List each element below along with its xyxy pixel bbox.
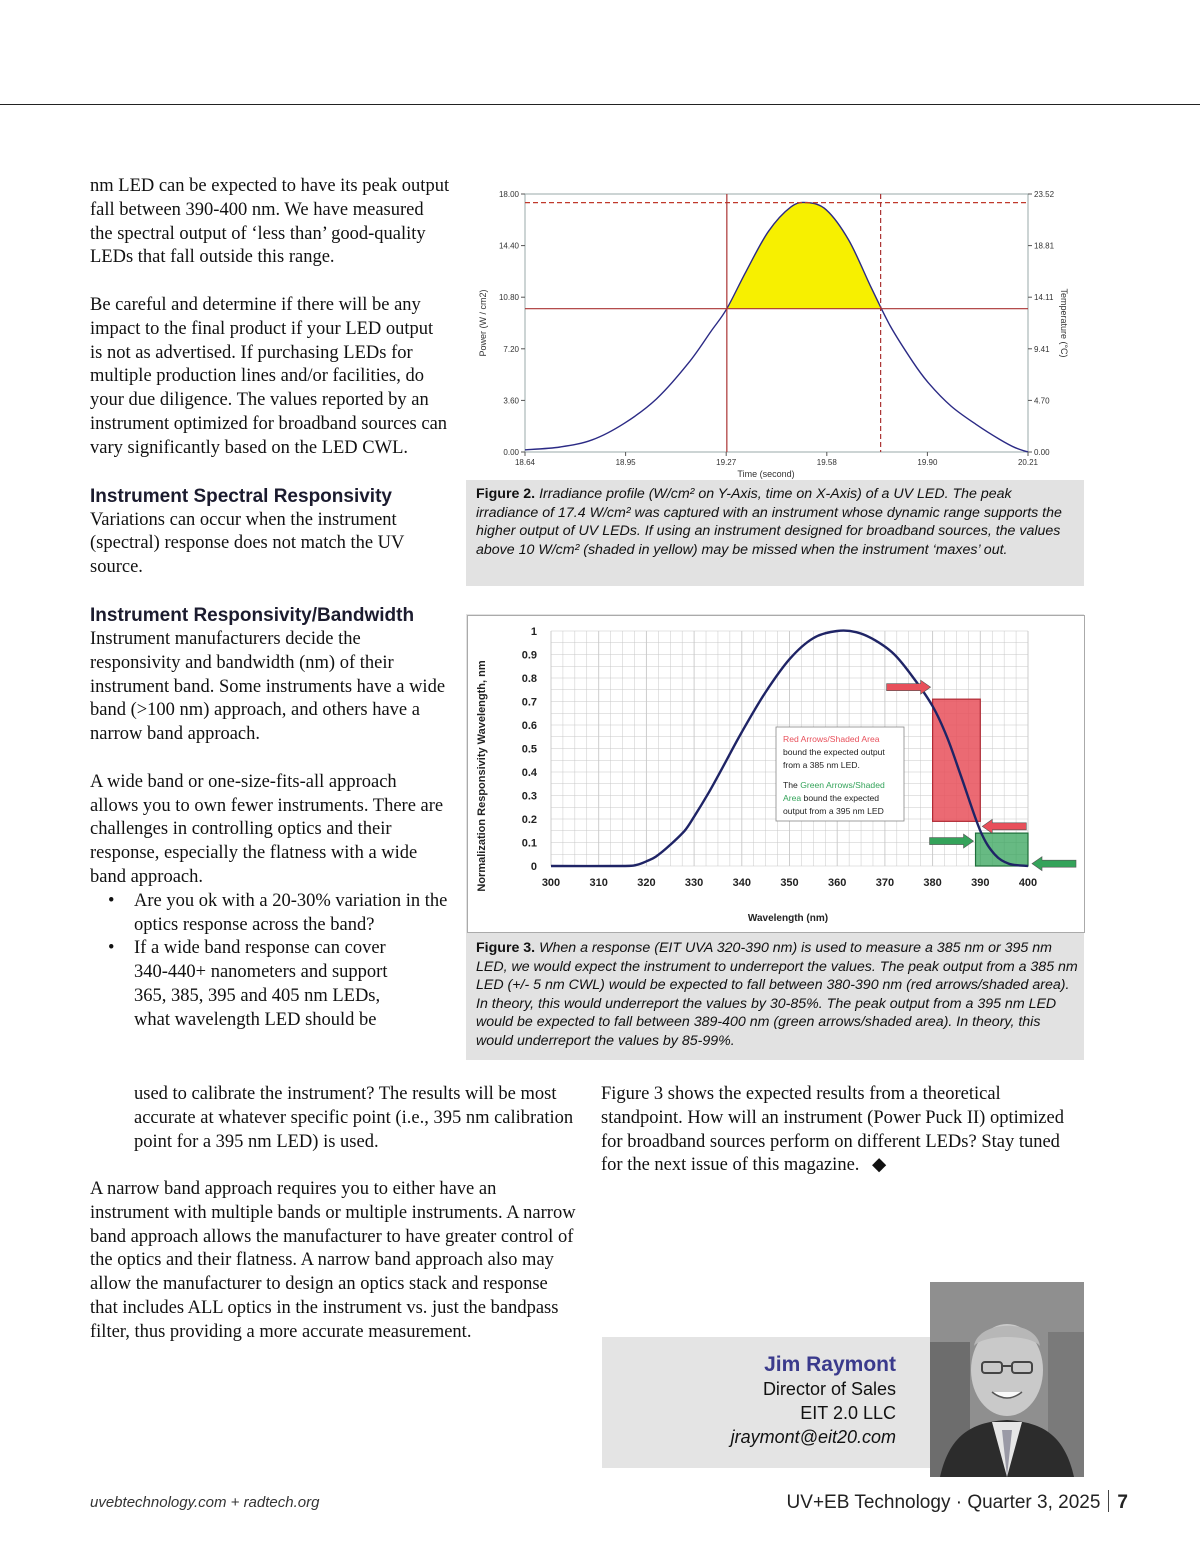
figure-2-caption <box>476 485 1076 559</box>
y-tick-label: 0.7 <box>521 696 537 709</box>
paragraph: Figure 3 shows the expected results from a theoretical standpoint. How will an instrument (Power Puck II) optimized for broadband sources perform on different LEDs? Stay tuned for the next issue of this magazine. <box>601 1084 1064 1176</box>
irradiance-chart <box>466 178 1084 480</box>
footer-websites: uvebtechnology.com + radtech.org <box>90 1494 320 1511</box>
legend-text: bound the expected output <box>783 747 885 757</box>
x-tick-label: 19.58 <box>816 458 837 467</box>
bullet-continuation: used to calibrate the instrument? The results will be most accurate at whatever specific point (i.e., 395 nm calibration point for a 395 nm LED) is used. <box>134 1084 574 1152</box>
page-number: 7 <box>1117 1492 1128 1513</box>
end-mark: ◆ <box>872 1155 887 1176</box>
x-tick-label: 340 <box>732 877 751 889</box>
legend-text: The Green Arrows/Shaded <box>783 780 885 790</box>
y-tick-label: 0.2 <box>521 814 537 826</box>
x-tick-label: 300 <box>541 877 561 889</box>
y-tick-label: 14.40 <box>498 241 519 251</box>
y2-tick-label: 9.41 <box>1034 344 1050 354</box>
author-photo <box>930 1282 1084 1477</box>
bullet-text: Are you ok with a 20-30% variation in the optics response across the band? <box>134 890 448 935</box>
figure-3-chart <box>467 615 1085 933</box>
figure-label: Figure 3. <box>476 940 536 956</box>
figure-2-chart <box>466 178 1084 480</box>
bullet-item <box>90 937 414 1032</box>
y-tick-label: 7.20 <box>503 344 519 354</box>
x-tick-label: 310 <box>589 877 608 889</box>
author-title: Director of Sales <box>762 1379 896 1399</box>
author-portrait <box>930 1282 1084 1477</box>
x-tick-label: 18.95 <box>615 458 636 467</box>
caption-text: Irradiance profile (W/cm² on Y-Axis, time on X-Axis) of a UV LED. The peak irradiance of 17.4 W/cm² was captured with an instrument whose dynamic range supports the higher output of UV LEDs. If using an instrument designed for broadband sources, the values above 10 W/cm² (shaded in yellow) may be missed when the instrument ‘maxes’ out. <box>476 486 1062 558</box>
paragraph: nm LED can be expected to have its peak output fall between 390-400 nm. We have measured the spectral output of ‘less than’ good-quality LEDs that fall outside this range. <box>90 176 450 268</box>
y2-tick-label: 4.70 <box>1034 396 1050 406</box>
paragraph: Variations can occur when the instrument (spectral) response does not match the UV source. <box>90 509 405 578</box>
bullet-text: If a wide band response can cover 340-440+ nanometers and support 365, 385, 395 and 405 nm LEDs, what wavelength LED should be <box>134 938 388 1030</box>
figure-3-caption <box>476 939 1080 1051</box>
right-arrow <box>930 834 974 848</box>
author-name: Jim Raymont <box>764 1353 896 1376</box>
responsivity-chart <box>468 616 1082 930</box>
y-axis-label: Normalization Responsivity Wavelength, nm <box>476 660 488 892</box>
y-tick-label: 0.00 <box>503 448 519 457</box>
x-tick-label: 18.64 <box>514 458 536 467</box>
y2-tick-label: 23.52 <box>1034 190 1055 199</box>
x-tick-label: 20.21 <box>1017 458 1039 467</box>
x-tick-label: 19.90 <box>917 458 938 467</box>
chart-legend <box>776 727 904 821</box>
author-box <box>602 1337 930 1468</box>
y2-axis-label: Temperature (°C) <box>1059 288 1069 358</box>
y-tick-label: 10.80 <box>498 293 519 303</box>
paragraph: Be careful and determine if there will be any impact to the final product if your LED output is not as advertised. If purchasing LEDs for multiple production lines and/or facilities, do your due diligence. The values reported by an instrument optimized for broadband sources can vary significantly based on the LED CWL. <box>90 294 448 458</box>
author-company: EIT 2.0 LLC <box>800 1403 896 1423</box>
x-axis-label: Wavelength (nm) <box>747 913 829 924</box>
paragraph: A wide band or one-size-fits-all approach allows you to own fewer instruments. There are challenges in controlling optics and their response, especially the flatness with a wide band approach. <box>90 771 444 887</box>
footer-publication <box>787 1490 1128 1514</box>
right-column-paragraph <box>601 1083 1071 1178</box>
figure-2 <box>466 178 1084 586</box>
x-tick-label: 370 <box>875 877 895 889</box>
x-tick-label: 19.27 <box>716 458 737 467</box>
y-tick-label: 0.9 <box>521 649 537 662</box>
author-email[interactable]: jraymont@eit20.com <box>730 1427 896 1447</box>
y-tick-label: 0.6 <box>521 720 537 732</box>
y-tick-label: 3.60 <box>503 396 519 406</box>
y-tick-label: 1 <box>530 626 537 638</box>
figure-label: Figure 2. <box>476 486 536 502</box>
footer-divider <box>1108 1490 1109 1512</box>
y2-tick-label: 14.11 <box>1034 293 1054 303</box>
section-heading: Instrument Spectral Responsivity <box>90 485 392 507</box>
legend-text: Area bound the expected <box>783 793 880 803</box>
bullet-list <box>90 890 450 1033</box>
x-axis-label: Time (second) <box>737 469 795 479</box>
legend-text: from a 385 nm LED. <box>783 760 860 770</box>
y2-tick-label: 0.00 <box>1034 448 1050 457</box>
section-heading: Instrument Responsivity/Bandwidth <box>90 604 415 626</box>
x-tick-label: 320 <box>637 877 656 889</box>
caption-text: When a response (EIT UVA 320-390 nm) is used to measure a 385 nm or 395 nm LED, we would expect the instrument to underreport the values. The peak output from a 385 nm LED (+/- 5 nm CWL) would be expected to fall between 380-390 nm (red arrows/shaded area). In theory, this would underreport the values by 30-85%. The peak output from a 395 nm LED would be expected to fall between 389-400 nm (green arrows/shaded area). In theory, this would underreport the values by 85-99%. <box>476 940 1078 1049</box>
header-rule <box>0 104 1200 105</box>
bullet-item <box>90 890 450 938</box>
y-axis-label: Power (W / cm2) <box>478 289 488 357</box>
left-column <box>90 175 450 1033</box>
left-arrow <box>1032 857 1076 871</box>
paragraph: A narrow band approach requires you to either have an instrument with multiple bands or multiple instruments. A narrow band approach allows the manufacturer to have greater control of the optics and their flatness. A narrow band approach also may allow the manufacturer to design an optics stack and response that includes ALL optics in the instrument vs. just the bandpass filter, thus providing a more accurate measurement. <box>90 1179 576 1342</box>
x-tick-label: 390 <box>971 877 990 889</box>
y2-tick-label: 18.81 <box>1034 241 1055 251</box>
x-tick-label: 380 <box>923 877 942 889</box>
y-tick-label: 18.00 <box>498 190 519 199</box>
x-tick-label: 400 <box>1018 877 1038 889</box>
y-tick-label: 0.1 <box>521 837 537 850</box>
y-tick-label: 0.3 <box>521 790 537 803</box>
publication-title: UV+EB Technology · Quarter 3, 2025 <box>786 1492 1101 1513</box>
paragraph: Instrument manufacturers decide the responsivity and bandwidth (nm) of their instrument band. Some instruments have a wide band (>100 nm) approach, and others have a narrow band approach. <box>90 628 446 745</box>
y-tick-label: 0 <box>530 861 537 873</box>
x-tick-label: 330 <box>684 877 704 889</box>
y-tick-label: 0.4 <box>521 767 537 779</box>
figure-3 <box>466 614 1084 1060</box>
y-tick-label: 0.8 <box>521 673 537 685</box>
x-tick-label: 360 <box>828 877 847 889</box>
legend-text: output from a 395 nm LED <box>783 806 884 816</box>
x-tick-label: 350 <box>780 877 799 889</box>
legend-red-title: Red Arrows/Shaded Area <box>783 734 880 744</box>
y-tick-label: 0.5 <box>521 743 537 756</box>
